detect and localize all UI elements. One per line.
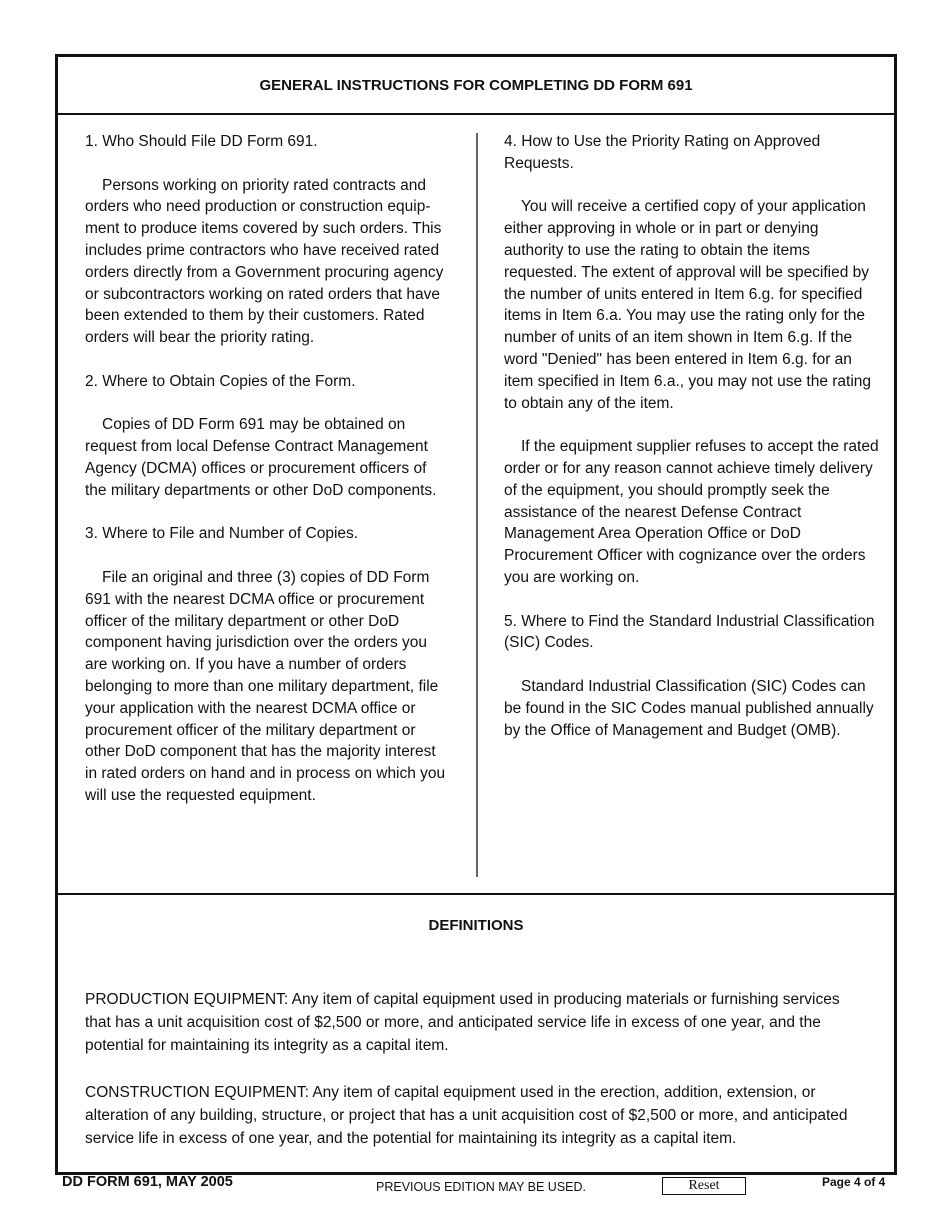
instructions-section [58, 115, 894, 895]
form-header [58, 57, 894, 115]
section-1-body: Persons working on priority rated contracts and orders who need production or construction equip-ment to produce items covered by such orders. This includes prime contractors who have received rated orders directly from a Government procuring agency or subcontractors working on rated orders that have been extended to them by their customers. Rated orders will bear the priority rating. [85, 176, 444, 347]
section-4-heading: 4. How to Use the Priority Rating on Approved Requests. [504, 133, 821, 172]
section-1-heading: 1. Who Should File DD Form 691. [85, 133, 318, 150]
section-5-body: Standard Industrial Classification (SIC) Codes can be found in the SIC Codes manual published annually by the Office of Management and Budget (OMB). [504, 677, 874, 739]
section-3-body: File an original and three (3) copies of DD Form 691 with the nearest DCMA office or procurement officer of the military department or other DoD component having jurisdiction over the orders you are working on. If you have a number of orders belonging to more than one military department, file your application with the nearest DCMA office or procurement officer of the military department or other DoD component that has the majority interest in rated orders on hand and in process on which you will use the requested equipment. [85, 568, 446, 804]
definitions-section [58, 893, 894, 1174]
reset-button[interactable]: Reset [662, 1177, 746, 1195]
production-equipment-definition: PRODUCTION EQUIPMENT: Any item of capital equipment used in producing materials or furnishing services that has a unit acquisition cost of $2,500 or more, and anticipated service life in excess of one year, and the potential for maintaining its integrity as a capital item. [85, 991, 840, 1055]
edition-note: PREVIOUS EDITION MAY BE USED. [376, 1180, 586, 1194]
page-number: Page 4 of 4 [822, 1175, 886, 1189]
section-2-body: Copies of DD Form 691 may be obtained on request from local Defense Contract Management Agency (DCMA) offices or procurement officers of the military departments or other DoD components. [85, 416, 437, 499]
section-5-heading: 5. Where to Find the Standard Industrial Classification (SIC) Codes. [504, 612, 875, 652]
section-4-body-1: You will receive a certified copy of your application either approving in whole or in part or denying authority to use the rating to obtain the items requested. The extent of approval will be specified by the number of units entered in Item 6.g. for specified items in Item 6.a. You may use the rating only for the number of units of an item shown in Item 6.g. If the word "Denied" has been entered in Item 6.g. for an item specified in Item 6.a., you may not use the rating to obtain any of the item. [504, 198, 872, 412]
definitions-title: DEFINITIONS [428, 917, 524, 934]
construction-equipment-definition: CONSTRUCTION EQUIPMENT: Any item of capital equipment used in the erection, addition, extension, or alteration of any building, structure, or project that has a unit acquisition cost of $2,500 or more, and anticipated service life in excess of one year, and the potential for maintaining its integrity as a capital item. [85, 1084, 848, 1148]
form-frame [55, 54, 897, 1175]
section-4-body-2: If the equipment supplier refuses to accept the rated order or for any reason cannot achieve timely delivery of the equipment, you should promptly seek the assistance of the nearest Defense Contract Management Area Operation Office or DoD Procurement Officer with cognizance over the orders you are working on. [504, 438, 879, 586]
form-identifier: DD FORM 691, MAY 2005 [62, 1174, 233, 1190]
page-title: GENERAL INSTRUCTIONS FOR COMPLETING DD FORM 691 [259, 76, 693, 94]
left-column [85, 131, 447, 807]
section-2-heading: 2. Where to Obtain Copies of the Form. [85, 372, 356, 390]
right-column [504, 131, 882, 741]
column-divider [476, 133, 478, 877]
section-3-heading: 3. Where to File and Number of Copies. [85, 525, 359, 543]
